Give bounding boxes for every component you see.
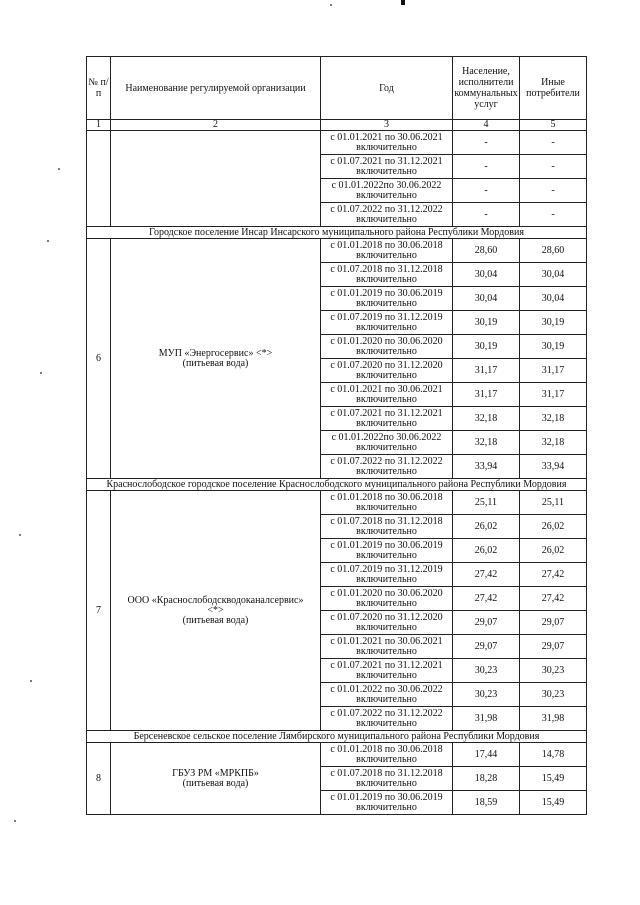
scan-speck — [30, 680, 32, 682]
scan-speck — [58, 168, 60, 170]
population-tariff: - — [453, 179, 520, 203]
period-cell: с 01.07.2019 по 31.12.2019 включительно — [321, 311, 453, 335]
other-tariff: 15,49 — [520, 767, 587, 791]
period-cell: с 01.07.2020 по 31.12.2020 включительно — [321, 611, 453, 635]
organization-name: МУП «Энергосервис» <*> — [158, 347, 273, 359]
population-tariff: 18,59 — [453, 791, 520, 815]
other-tariff: 27,42 — [520, 587, 587, 611]
period-cell: с 01.01.2018 по 30.06.2018 включительно — [321, 743, 453, 767]
period-cell: с 01.07.2020 по 31.12.2020 включительно — [321, 359, 453, 383]
other-tariff: 30,19 — [520, 335, 587, 359]
section-row — [87, 731, 587, 743]
population-tariff: 32,18 — [453, 431, 520, 455]
header-year: Год — [321, 57, 453, 120]
other-tariff: 30,04 — [520, 263, 587, 287]
scan-mark — [401, 0, 405, 5]
scan-speck — [40, 372, 42, 374]
other-tariff: 30,23 — [520, 659, 587, 683]
organization-cell — [111, 491, 321, 731]
table-row — [87, 491, 587, 515]
col-number: 5 — [520, 120, 587, 131]
period-cell: с 01.01.2022по 30.06.2022 включительно — [321, 431, 453, 455]
section-title: Городское поселение Инсар Инсарского муниципального района Республики Мордовия — [87, 227, 587, 239]
period-cell: с 01.07.2022 по 31.12.2022 включительно — [321, 203, 453, 227]
col-number: 3 — [321, 120, 453, 131]
col-number: 2 — [111, 120, 321, 131]
period-cell: с 01.07.2022 по 31.12.2022 включительно — [321, 707, 453, 731]
other-tariff: 30,04 — [520, 287, 587, 311]
period-cell: с 01.07.2021 по 31.12.2021 включительно — [321, 407, 453, 431]
period-cell: с 01.07.2018 по 31.12.2018 включительно — [321, 263, 453, 287]
org-cell — [111, 131, 321, 227]
population-tariff: 28,60 — [453, 239, 520, 263]
organization-name: ГБУЗ РМ «МРКПБ» — [172, 767, 259, 779]
population-tariff: 30,19 — [453, 311, 520, 335]
population-tariff: 30,04 — [453, 287, 520, 311]
other-tariff: 14,78 — [520, 743, 587, 767]
tariff-table — [86, 56, 587, 815]
period-cell: с 01.01.2021 по 30.06.2021 включительно — [321, 635, 453, 659]
period-cell: с 01.01.2022 по 30.06.2022 включительно — [321, 683, 453, 707]
other-tariff: - — [520, 131, 587, 155]
other-tariff: - — [520, 203, 587, 227]
population-tariff: - — [453, 155, 520, 179]
population-tariff: 27,42 — [453, 587, 520, 611]
population-tariff: 26,02 — [453, 539, 520, 563]
organization-name: ООО «Краснослободскводоканалсервис» — [127, 594, 304, 606]
population-tariff: 31,17 — [453, 383, 520, 407]
table-row — [87, 743, 587, 767]
other-tariff: - — [520, 179, 587, 203]
period-cell: с 01.01.2021 по 30.06.2021 включительно — [321, 131, 453, 155]
population-tariff: 30,19 — [453, 335, 520, 359]
row-number: 6 — [87, 239, 111, 479]
period-cell: с 01.01.2019 по 30.06.2019 включительно — [321, 791, 453, 815]
population-tariff: 27,42 — [453, 563, 520, 587]
row-number: 7 — [87, 491, 111, 731]
scan-speck — [19, 534, 21, 536]
header-organization: Наименование регулируемой организации — [111, 57, 321, 120]
other-tariff: 32,18 — [520, 407, 587, 431]
section-title: Краснослободское городское поселение Краснослободского муниципального района Республики Мордовия — [87, 479, 587, 491]
row-number: 8 — [87, 743, 111, 815]
period-cell: с 01.01.2020 по 30.06.2020 включительно — [321, 335, 453, 359]
scan-speck — [330, 4, 332, 6]
other-tariff: 28,60 — [520, 239, 587, 263]
period-cell: с 01.01.2019 по 30.06.2019 включительно — [321, 539, 453, 563]
other-tariff: - — [520, 155, 587, 179]
other-tariff: 15,49 — [520, 791, 587, 815]
population-tariff: 18,28 — [453, 767, 520, 791]
num-cell — [87, 131, 111, 227]
other-tariff: 31,17 — [520, 383, 587, 407]
other-tariff: 32,18 — [520, 431, 587, 455]
period-cell: с 01.01.2019 по 30.06.2019 включительно — [321, 287, 453, 311]
scan-speck — [14, 820, 16, 822]
other-tariff: 29,07 — [520, 635, 587, 659]
period-cell: с 01.01.2021 по 30.06.2021 включительно — [321, 383, 453, 407]
section-row — [87, 479, 587, 491]
population-tariff: 31,17 — [453, 359, 520, 383]
scan-speck — [47, 240, 49, 242]
col-number: 4 — [453, 120, 520, 131]
other-tariff: 26,02 — [520, 515, 587, 539]
other-tariff: 30,23 — [520, 683, 587, 707]
population-tariff: 26,02 — [453, 515, 520, 539]
other-tariff: 31,17 — [520, 359, 587, 383]
population-tariff: 17,44 — [453, 743, 520, 767]
period-cell: с 01.07.2018 по 31.12.2018 включительно — [321, 515, 453, 539]
service-type: (питьевая вода) — [182, 357, 249, 369]
population-tariff: 33,94 — [453, 455, 520, 479]
period-cell: с 01.07.2021 по 31.12.2021 включительно — [321, 659, 453, 683]
header-num: № п/п — [87, 57, 111, 120]
population-tariff: 29,07 — [453, 611, 520, 635]
period-cell: с 01.01.2020 по 30.06.2020 включительно — [321, 587, 453, 611]
other-tariff: 26,02 — [520, 539, 587, 563]
period-cell: с 01.01.2022по 30.06.2022 включительно — [321, 179, 453, 203]
table-header-row — [87, 57, 587, 120]
service-type: (питьевая вода) — [182, 777, 249, 789]
period-cell: с 01.07.2022 по 31.12.2022 включительно — [321, 455, 453, 479]
organization-cell — [111, 239, 321, 479]
period-cell: с 01.01.2018 по 30.06.2018 включительно — [321, 491, 453, 515]
population-tariff: 30,23 — [453, 683, 520, 707]
other-tariff: 25,11 — [520, 491, 587, 515]
period-cell: с 01.07.2021 по 31.12.2021 включительно — [321, 155, 453, 179]
population-tariff: 25,11 — [453, 491, 520, 515]
section-row — [87, 227, 587, 239]
service-type: (питьевая вода) — [182, 614, 249, 626]
population-tariff: 31,98 — [453, 707, 520, 731]
col-number: 1 — [87, 120, 111, 131]
other-tariff: 30,19 — [520, 311, 587, 335]
organization-cell — [111, 743, 321, 815]
other-tariff: 33,94 — [520, 455, 587, 479]
population-tariff: - — [453, 131, 520, 155]
header-population: Население, исполнители коммунальных услуг — [453, 57, 520, 120]
table-row — [87, 131, 587, 155]
header-other: Иные потребители — [520, 57, 587, 120]
table-row — [87, 239, 587, 263]
other-tariff: 27,42 — [520, 563, 587, 587]
period-cell: с 01.01.2018 по 30.06.2018 включительно — [321, 239, 453, 263]
population-tariff: 32,18 — [453, 407, 520, 431]
period-cell: с 01.07.2018 по 31.12.2018 включительно — [321, 767, 453, 791]
population-tariff: 29,07 — [453, 635, 520, 659]
organization-note: <*> — [207, 604, 224, 616]
population-tariff: 30,04 — [453, 263, 520, 287]
other-tariff: 31,98 — [520, 707, 587, 731]
column-numbers-row — [87, 120, 587, 131]
section-title: Берсеневское сельское поселение Лямбирского муниципального района Республики Мордовия — [87, 731, 587, 743]
population-tariff: - — [453, 203, 520, 227]
period-cell: с 01.07.2019 по 31.12.2019 включительно — [321, 563, 453, 587]
population-tariff: 30,23 — [453, 659, 520, 683]
other-tariff: 29,07 — [520, 611, 587, 635]
